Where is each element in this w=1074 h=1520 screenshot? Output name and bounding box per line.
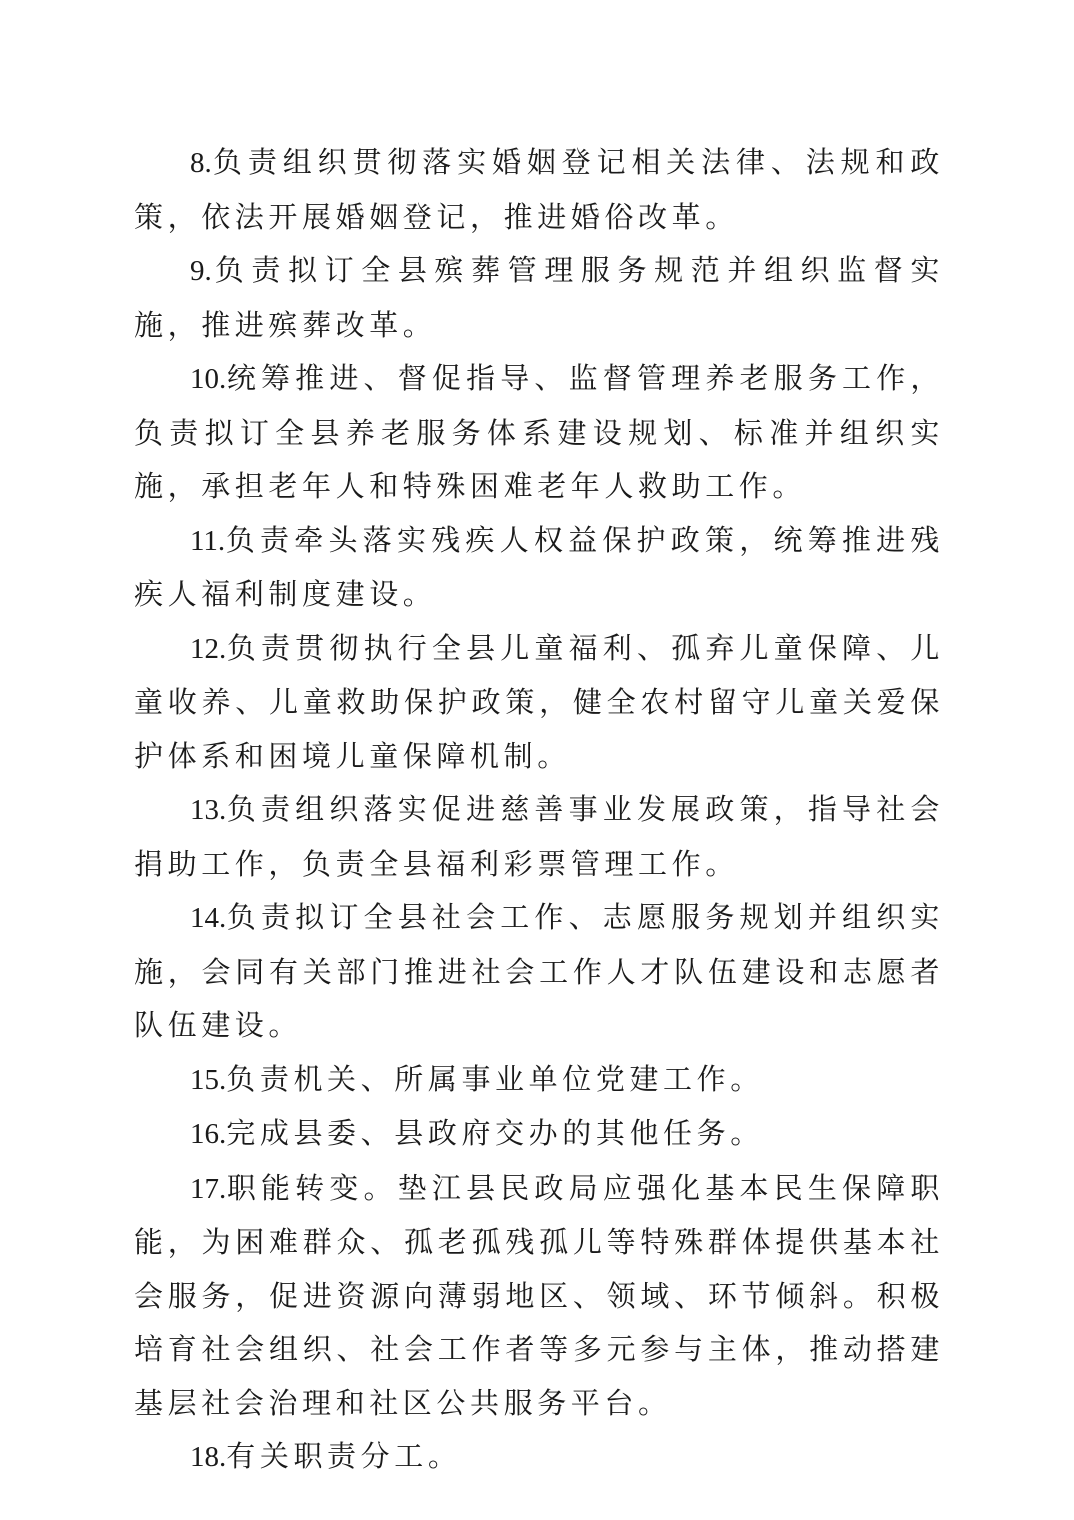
paragraph-18 [134, 1430, 944, 1485]
item-number: 11. [190, 524, 226, 557]
item-number: 8. [190, 147, 212, 179]
paragraph-text: 负责拟订全县社会工作、志愿服务规划并组织实施，会同有关部门推进社会工作人才队伍建设和志愿者队伍建设。 [134, 900, 944, 1042]
paragraph-text: 负责机关、所属事业单位党建工作。 [226, 1061, 764, 1096]
paragraph-8 [134, 136, 944, 244]
paragraph-17 [134, 1162, 944, 1431]
paragraph-9 [134, 244, 944, 352]
paragraph-16 [134, 1107, 944, 1162]
item-number: 10. [190, 363, 227, 395]
paragraph-text: 负责贯彻执行全县儿童福利、孤弃儿童保障、儿童收养、儿童救助保护政策，健全农村留守儿童关爱保护体系和困境儿童保障机制。 [134, 630, 944, 773]
item-number: 16. [190, 1118, 227, 1150]
paragraph-12 [134, 622, 944, 784]
item-number: 12. [190, 632, 227, 665]
item-number: 14. [190, 902, 227, 934]
paragraph-text: 完成县委、县政府交办的其他任务。 [226, 1116, 764, 1150]
item-number: 18. [190, 1441, 227, 1473]
paragraph-text: 统筹推进、督促指导、监督管理养老服务工作，负责拟订全县养老服务体系建设规划、标准并组织实施，承担老年人和特殊困难老年人救助工作。 [134, 361, 944, 503]
item-number: 9. [190, 255, 212, 287]
paragraph-11 [134, 514, 944, 622]
document-body [134, 136, 944, 1485]
paragraph-text: 有关职责分工。 [226, 1439, 462, 1473]
paragraph-text: 负责牵头落实残疾人权益保护政策，统筹推进残疾人福利制度建设。 [134, 522, 944, 611]
paragraph-15 [134, 1053, 944, 1108]
item-number: 17. [190, 1172, 227, 1205]
item-number: 15. [190, 1063, 227, 1096]
item-number: 13. [190, 794, 227, 826]
paragraph-text: 负责组织贯彻落实婚姻登记相关法律、法规和政策，依法开展婚姻登记，推进婚俗改革。 [134, 145, 944, 234]
paragraph-13 [134, 783, 944, 891]
paragraph-10 [134, 352, 944, 514]
paragraph-14 [134, 891, 944, 1053]
paragraph-text: 职能转变。垫江县民政局应强化基本民生保障职能，为困难群众、孤老孤残孤儿等特殊群体提供基本社会服务，促进资源向薄弱地区、领域、环节倾斜。积极培育社会组织、社会工作者等多元参与主体，推动搭建基层社会治理和社区公共服务平台。 [134, 1170, 944, 1420]
paragraph-text: 负责拟订全县殡葬管理服务规范并组织监督实施，推进殡葬改革。 [134, 253, 944, 342]
paragraph-text: 负责组织落实促进慈善事业发展政策，指导社会捐助工作，负责全县福利彩票管理工作。 [134, 792, 944, 881]
